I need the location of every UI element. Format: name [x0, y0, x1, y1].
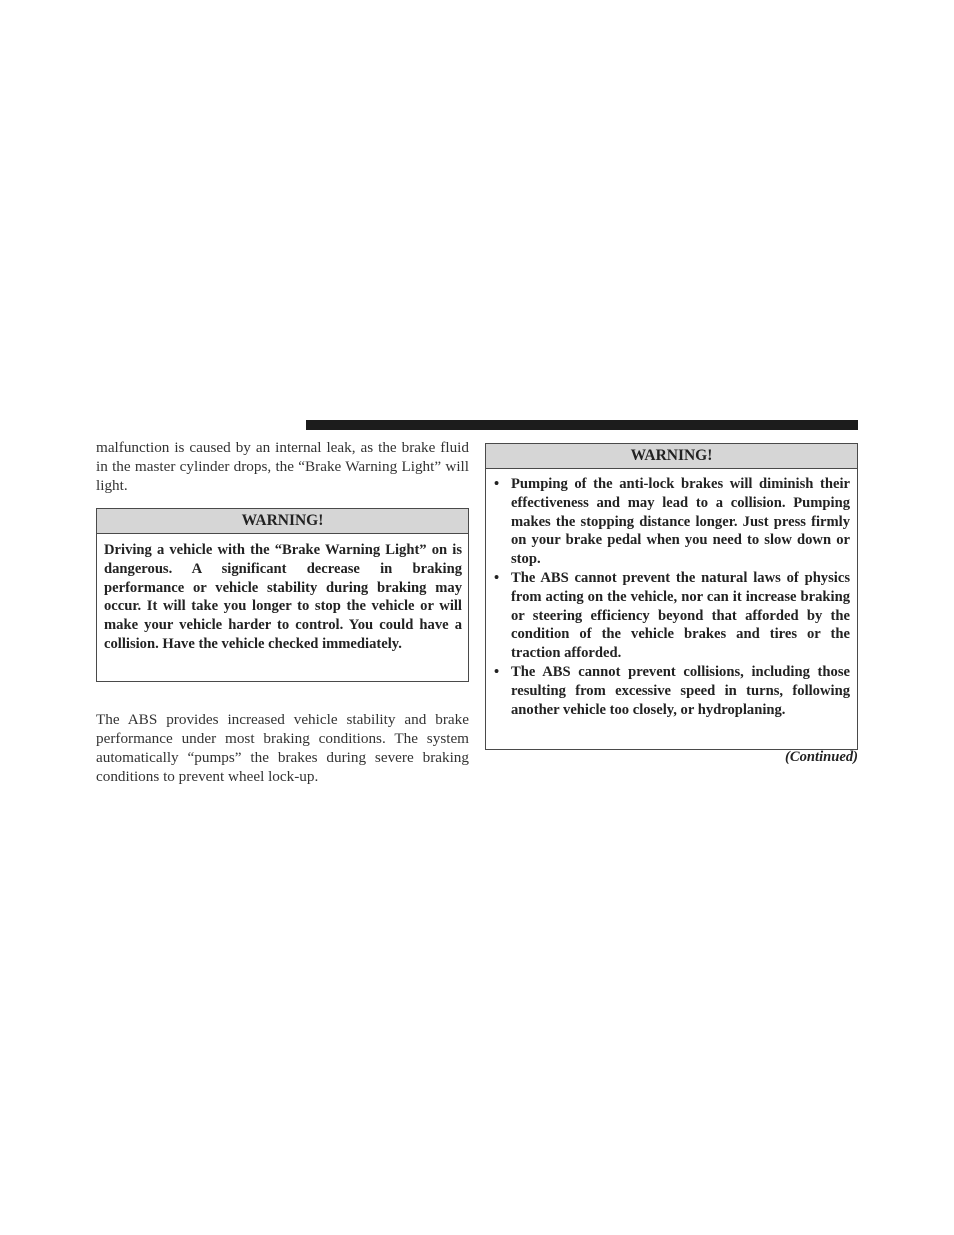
- continued-label: (Continued): [785, 749, 858, 765]
- warning-item-text: The ABS cannot prevent the natural laws of physics from acting on the vehicle, nor can it increase braking or steering efficiency beyond that afforded by the condition of the vehicle brakes and tires or the traction afforded.: [511, 569, 850, 662]
- brake-light-warning-box: [96, 508, 469, 682]
- warning-list: [486, 469, 857, 724]
- warning-list-item: [494, 569, 850, 663]
- abs-paragraph: The ABS provides increased vehicle stability and brake performance under most braking conditions. The system automatically “pumps” the brakes during severe braking conditions to prevent wheel lock-up.: [96, 711, 469, 785]
- warning-text: Driving a vehicle with the “Brake Warning Light” on is dangerous. A significant decrease in braking performance or vehicle stability during braking may occur. It will take you longer to stop the vehicle or will make your vehicle harder to control. You could have a collision. Have the vehicle checked immediately.: [104, 542, 462, 652]
- section-header-bar: [306, 420, 858, 430]
- bullet-icon: •: [494, 569, 500, 586]
- warning-item-text: Pumping of the anti-lock brakes will diminish their effectiveness and may lead to a collision. Pumping makes the stopping distance longer. Just press firmly on your brake pedal when you need to slow down or stop.: [511, 476, 850, 568]
- warning-item-text: The ABS cannot prevent collisions, including those resulting from excessive speed in turns, following another vehicle too closely, or hydroplaning.: [511, 663, 850, 718]
- bullet-icon: •: [494, 663, 500, 680]
- bullet-icon: •: [494, 476, 500, 492]
- intro-paragraph: malfunction is caused by an internal leak, as the brake fluid in the master cylinder drops, the “Brake Warning Light” will light.: [96, 439, 469, 494]
- warning-heading: WARNING!: [97, 509, 468, 534]
- abs-warning-box: [485, 443, 858, 750]
- warning-heading: WARNING!: [486, 444, 857, 469]
- left-column: [96, 438, 469, 495]
- abs-section: [96, 710, 469, 786]
- warning-list-item: [494, 663, 850, 719]
- warning-list-item: [494, 475, 850, 569]
